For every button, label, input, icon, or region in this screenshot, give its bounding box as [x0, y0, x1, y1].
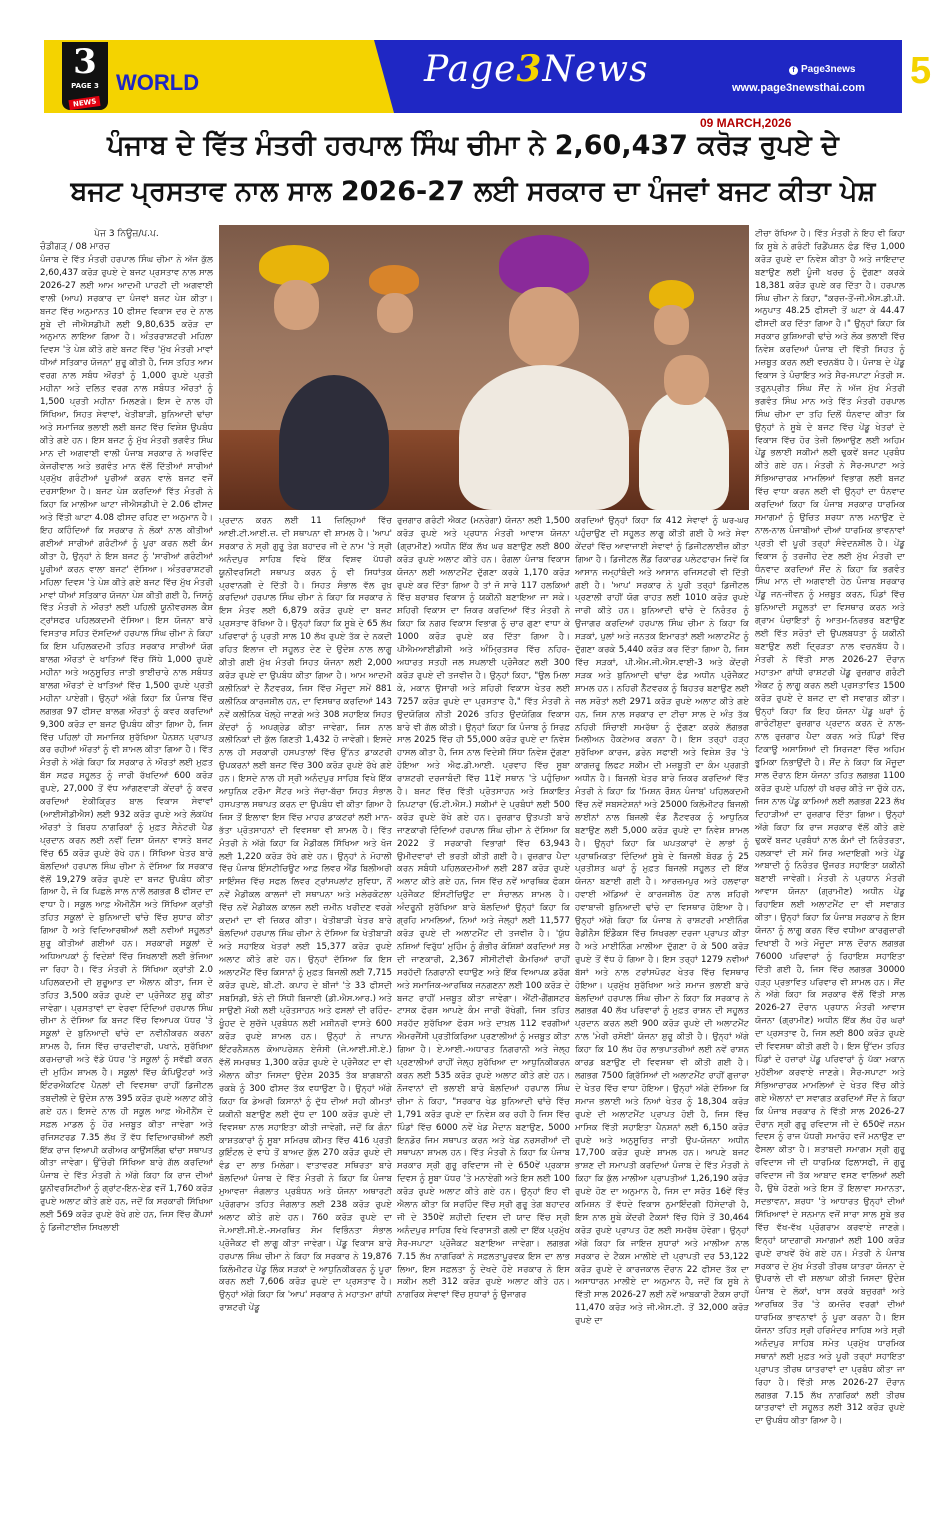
article-column-2	[219, 515, 392, 1513]
social-handle: f Page3news	[789, 64, 855, 75]
article-photo	[219, 225, 749, 510]
section-label: WORLD	[116, 70, 200, 95]
masthead	[44, 40, 932, 113]
column-text: ਰੁਜ਼ਗਾਰ ਗਰੰਟੀ ਐਕਟ (ਮਨਰੇਗਾ) ਯੋਜਨਾ ਲਈ 1,500 ਕਰੋੜ ਰੁਪਏ ਅਤੇ ਪ੍ਰਧਾਨ ਮੰਤਰੀ ਆਵਾਸ ਯੋਜਨਾ (ਗ੍ਰਾਮੀਣ) ਅਧੀਨ ਇੱਕ ਲੱਖ ਘਰ ਬਣਾਉਣ ਲਈ 800 ਕਰੋੜ ਰੁਪਏ ਅਲਾਟ ਕੀਤੇ ਹਨ। ਰੰਗਲਾ ਪੰਜਾਬ ਵਿਕਾਸ ਯੋਜਨਾ ਲਈ ਅਲਾਟਮੈਂਟ ਦੁੱਗਣਾ ਕਰਕੇ 1,170 ਕਰੋੜ ਰੁਪਏ ਕਰ ਦਿੱਤਾ ਗਿਆ ਹੈ ਤਾਂ ਜੋ ਸਾਰੇ 117 ਹਲਕਿਆਂ ਵਿੱਚ ਬਰਾਬਰ ਵਿਕਾਸ ਨੂੰ ਯਕੀਨੀ ਬਣਾਇਆ ਜਾ ਸਕੇ। ਸ਼ਹਿਰੀ ਵਿਕਾਸ ਦਾ ਜ਼ਿਕਰ ਕਰਦਿਆਂ ਵਿੱਤ ਮੰਤਰੀ ਨੇ ਕਿਹਾ ਕਿ ਨਗਰ ਵਿਕਾਸ ਵਿਭਾਗ ਨੂੰ ਚਾਰ ਗੁਣਾ ਵਾਧਾ ਕੇ 1000 ਕਰੋੜ ਰੁਪਏ ਕਰ ਦਿੱਤਾ ਗਿਆ ਹੈ। ਪੀਐਮਆਈਡੀਸੀ ਅਤੇ ਅੰਮ੍ਰਿਤਸਰ ਵਿੱਚ ਨਹਿਰ-ਅਧਾਰਤ ਸਤਹੀ ਜਲ ਸਪਲਾਈ ਪ੍ਰੋਜੈਕਟ ਲਈ 300 ਕਰੋੜ ਰੁਪਏ ਦੀ ਤਜਵੀਜ਼ ਹੈ। ਉਨ੍ਹਾਂ ਕਿਹਾ, "ਉਲ ਮਿਲਾ ਕੇ, ਮਕਾਨ ਉਸਾਰੀ ਅਤੇ ਸ਼ਹਿਰੀ ਵਿਕਾਸ ਖੇਤਰ ਲਈ 7257 ਕਰੋੜ ਰੁਪਏ ਦਾ ਪ੍ਰਸਤਾਵ ਹੈ," ਵਿੱਤ ਮੰਤਰੀ ਨੇ ਉਦਯੋਗਿਕ ਨੀਤੀ 2026 ਤਹਿਤ ਉਦਯੋਗਿਕ ਵਿਕਾਸ ਬਾਰੇ ਵੀ ਗੱਲ ਕੀਤੀ। ਉਨ੍ਹਾਂ ਕਿਹਾ ਕਿ ਪੰਜਾਬ ਨੂੰ ਸਿਰਫ਼ ਸਾਲ 2025 ਵਿੱਚ ਹੀ 55,000 ਕਰੋੜ ਰੁਪਏ ਦਾ ਨਿਵੇਸ਼ ਹਾਸਲ ਕੀਤਾ ਹੈ, ਜਿਸ ਨਾਲ ਵਿਦੇਸ਼ੀ ਸਿੱਧਾ ਨਿਵੇਸ਼ ਦੁੱਗਣਾ ਹੋਇਆ ਅਤੇ ਐਫ.ਡੀ.ਆਈ. ਪ੍ਰਵਾਹ ਵਿੱਚ ਸੂਬਾ ਰਾਸ਼ਟਰੀ ਦਰਜਾਬੰਦੀ ਵਿੱਚ 11ਵੇਂ ਸਥਾਨ 'ਤੇ ਪਹੁੰਚਿਆ ਹੈ। ਬਜਟ ਵਿੱਚ ਵਿੱਤੀ ਪ੍ਰੋਤਸਾਹਨ ਅਤੇ ਸ਼ਿਕਾਇਤ ਨਿਪਟਾਰਾ (ਓ.ਟੀ.ਐਸ.) ਸਕੀਮਾਂ ਦੇ ਪ੍ਰਬੰਧਾਂ ਲਈ 500 ਕਰੋੜ ਰੁਪਏ ਰੱਖੇ ਗਏ ਹਨ। ਰੁਜ਼ਗਾਰ ਉਤਪਤੀ ਬਾਰੇ ਜਾਣਕਾਰੀ ਦਿੰਦਿਆਂ ਹਰਪਾਲ ਸਿੰਘ ਚੀਮਾ ਨੇ ਦੱਸਿਆ ਕਿ 2022 ਤੋਂ ਸਰਕਾਰੀ ਵਿਭਾਗਾਂ ਵਿੱਚ 63,943 ਉਮੀਦਵਾਰਾਂ ਦੀ ਭਰਤੀ ਕੀਤੀ ਗਈ ਹੈ। ਰੁਜ਼ਗਾਰ ਪੈਦਾ ਕਰਨ ਸਬੰਧੀ ਪਹਿਲਕਦਮੀਆਂ ਲਈ 287 ਕਰੋੜ ਰੁਪਏ ਅਲਾਟ ਕੀਤੇ ਗਏ ਹਨ, ਜਿਸ ਵਿੱਚ ਨਵੇਂ ਆਰਥਿਕ ਫੋਕਸ ਪ੍ਰੋਜੈਕਟ ਇੰਸਟੀਚਿਊਟ ਦਾ ਸੰਚਾਲਨ ਸ਼ਾਮਲ ਹੈ। ਅੰਦਰੂਨੀ ਸੁਰੱਖਿਆ ਬਾਰੇ ਬੋਲਦਿਆਂ ਉਨ੍ਹਾਂ ਕਿਹਾ ਕਿ ਗ੍ਰਹਿ ਮਾਮਲਿਆਂ, ਨਿਆਂ ਅਤੇ ਜੇਲ੍ਹਾਂ ਲਈ 11,577 ਕਰੋੜ ਰੁਪਏ ਦੀ ਅਲਾਟਮੈਂਟ ਦੀ ਤਜਵੀਜ਼ ਹੈ। 'ਯੁੱਧ ਨਸ਼ਿਆਂ ਵਿਰੁੱਧ' ਮੁਹਿੰਮ ਨੂੰ ਗੰਭੀਰ ਕੋਸ਼ਿਸ਼ਾਂ ਕਰਦਿਆਂ ਸਭ ਦੀ ਜਾਣਕਾਰੀ, 2,367 ਸੀਸੀਟੀਵੀ ਕੈਮਰਿਆਂ ਰਾਹੀਂ ਸਰਹੱਦੀ ਨਿਗਰਾਨੀ ਵਧਾਉਣ ਅਤੇ ਇੱਕ ਵਿਆਪਕ ਡਰੱਗ ਅਤੇ ਸਮਾਜਿਕ-ਆਰਥਿਕ ਜਨਗਣਨਾ ਲਈ 100 ਕਰੋੜ ਦੇ ਬਜਟ ਰਾਹੀਂ ਮਜ਼ਬੂਤ ਕੀਤਾ ਜਾਵੇਗਾ। ਐਂਟੀ-ਗੈਂਗਸਟਰ ਟਾਸਕ ਫੋਰਸ ਆਪਣੇ ਕੰਮ ਜਾਰੀ ਰੱਖੇਗੀ, ਜਿਸ ਤਹਿਤ ਸਰਹੱਦ ਸੁਰੱਖਿਆ ਫੋਰਸ ਅਤੇ ਦਾਖ਼ਲ 112 ਵਰਗੀਆਂ ਐਮਰਜੈਂਸੀ ਪ੍ਰਤੀਕਿਰਿਆ ਪ੍ਰਣਾਲੀਆਂ ਨੂੰ ਮਜ਼ਬੂਤ ਕੀਤਾ ਗਿਆ ਹੈ। ਏ.ਆਈ.-ਅਧਾਰਤ ਨਿਗਰਾਨੀ ਅਤੇ ਜੇਲ੍ਹ ਪ੍ਰਣਾਲੀਆਂ ਰਾਹੀਂ ਜੇਲ੍ਹ ਸੁਰੱਖਿਆ ਦਾ ਆਧੁਨਿਕੀਕਰਨ ਕਰਨ ਲਈ 535 ਕਰੋੜ ਰੁਪਏ ਅਲਾਟ ਕੀਤੇ ਗਏ ਹਨ। ਨੌਜਵਾਨਾਂ ਦੀ ਭਲਾਈ ਬਾਰੇ ਬੋਲਦਿਆਂ ਹਰਪਾਲ ਸਿੰਘ ਚੀਮਾ ਨੇ ਕਿਹਾ, "ਸਰਕਾਰ ਖੇਡ ਬੁਨਿਆਦੀ ਢਾਂਚੇ ਵਿੱਚ 1,791 ਕਰੋੜ ਰੁਪਏ ਦਾ ਨਿਵੇਸ਼ ਕਰ ਰਹੀ ਹੈ ਜਿਸ ਵਿੱਚ ਪਿੰਡਾਂ ਵਿੱਚ 6000 ਨਵੇਂ ਖੇਡ ਮੈਦਾਨ ਬਣਾਉਣ, 5000 ਇਨਡੋਰ ਜਿਮ ਸਥਾਪਤ ਕਰਨ ਅਤੇ ਖੇਡ ਨਰਸਰੀਆਂ ਦੀ ਸਥਾਪਨਾ ਸ਼ਾਮਲ ਹਨ। ਵਿੱਤ ਮੰਤਰੀ ਨੇ ਕਿਹਾ ਕਿ ਪੰਜਾਬ ਸਰਕਾਰ ਸ੍ਰੀ ਗੁਰੂ ਰਵਿਦਾਸ ਜੀ ਦੇ 650ਵੇਂ ਪ੍ਰਕਾਸ਼ ਦਿਵਸ ਨੂੰ ਸੂਬਾ ਪੱਧਰ 'ਤੇ ਮਨਾਏਗੀ ਅਤੇ ਇਸ ਲਈ 100 ਕਰੋੜ ਰੁਪਏ ਅਲਾਟ ਕੀਤੇ ਗਏ ਹਨ। ਉਨ੍ਹਾਂ ਇਹ ਵੀ ਐਲਾਨ ਕੀਤਾ ਕਿ ਸਰਹਿੰਦ ਵਿੱਚ ਸ੍ਰੀ ਗੁਰੂ ਤੇਗ ਬਹਾਦਰ ਜੀ ਦੇ 350ਵੇਂ ਸ਼ਹੀਦੀ ਦਿਵਸ ਦੀ ਯਾਦ ਵਿੱਚ ਸ੍ਰੀ ਅਨੰਦਪੁਰ ਸਾਹਿਬ ਵਿਖੇ ਵਿਰਾਸਤੀ ਗਲੀ ਦਾ ਇੱਕ ਪ੍ਰਮੁੱਖ ਸੈਰ-ਸਪਾਟਾ ਪ੍ਰੋਜੈਕਟ ਬਣਾਇਆ ਜਾਵੇਗਾ। ਲਗਭਗ 7.15 ਲੱਖ ਨਾਗਰਿਕਾਂ ਨੇ ਸਫ਼ਲਤਾਪੂਰਵਕ ਇਸ ਦਾ ਲਾਭ ਲਿਆ, ਇਸ ਸਫ਼ਲਤਾ ਨੂੰ ਦੇਖਦੇ ਹੋਏ ਸਰਕਾਰ ਨੇ ਇਸ ਸਕੀਮ ਲਈ 312 ਕਰੋੜ ਰੁਪਏ ਅਲਾਟ ਕੀਤੇ ਹਨ। ਨਾਗਰਿਕ ਸੇਵਾਵਾਂ ਵਿੱਚ ਸੁਧਾਰਾਂ ਨੂੰ ਉਜਾਗਰ	[397, 516, 570, 1301]
byline-place: ਚੰਡੀਗੜ੍ / 08 ਮਾਰਚ	[40, 242, 110, 252]
column-text: ਕਰਦਿਆਂ ਉਨ੍ਹਾਂ ਕਿਹਾ ਕਿ 412 ਸੇਵਾਵਾਂ ਨੂੰ ਘਰ-ਘਰ ਪਹੁੰਚਾਉਣ ਦੀ ਸਹੂਲਤ ਲਾਗੂ ਕੀਤੀ ਗਈ ਹੈ ਅਤੇ ਸੇਵਾ ਕੇਂਦਰਾਂ ਵਿੱਚ ਆਵਾਜਾਈ ਸੇਵਾਵਾਂ ਨੂੰ ਡਿਜੀਟਲਾਈਜ਼ ਕੀਤਾ ਗਿਆ ਹੈ। ਡਿਜੀਟਲ ਲੈਂਡ ਰਿਕਾਰਡ ਪਲੇਟਫਾਰਮ ਜਿਵੇਂ ਕਿ ਆਸਾਨ ਜਮ੍ਹਾਂਬੰਦੀ ਅਤੇ ਆਸਾਨ ਰਜਿਸਟਰੀ ਵੀ ਦਿੱਤੀ ਗਈ ਹੈ। 'ਆਪ' ਸਰਕਾਰ ਨੇ ਪੂਰੀ ਤਰ੍ਹਾਂ ਡਿਜੀਟਲ ਪ੍ਰਣਾਲੀ ਰਾਹੀਂ ਯੋਗ ਰਾਹਤ ਲਈ 1010 ਕਰੋੜ ਰੁਪਏ ਜਾਰੀ ਕੀਤੇ ਹਨ। ਬੁਨਿਆਦੀ ਢਾਂਚੇ ਦੇ ਨਿਰੰਤਰ ਨੂੰ ਉਜਾਗਰ ਕਰਦਿਆਂ ਹਰਪਾਲ ਸਿੰਘ ਚੀਮਾ ਨੇ ਕਿਹਾ ਕਿ ਸੜਕਾਂ, ਪੁਲਾਂ ਅਤੇ ਜਨਤਕ ਇਮਾਰਤਾਂ ਲਈ ਅਲਾਟਮੈਂਟ ਨੂੰ ਦੁੱਗਣਾ ਕਰਕੇ 5,440 ਕਰੋੜ ਕਰ ਦਿੱਤਾ ਗਿਆ ਹੈ, ਜਿਸ ਵਿੱਚ ਸੜਕਾਂ, ਪੀ.ਐਮ.ਜੀ.ਐਸ.ਵਾਈ-3 ਅਤੇ ਕੇਂਦਰੀ ਸੜਕ ਅਤੇ ਬੁਨਿਆਦੀ ਢਾਂਚਾ ਫੰਡ ਅਧੀਨ ਪ੍ਰੋਜੈਕਟ ਸ਼ਾਮਲ ਹਨ। ਨਹਿਰੀ ਨੈੱਟਵਰਕ ਨੂੰ ਬਿਹਤਰ ਬਣਾਉਣ ਲਈ ਜਲ ਸਰੋਤਾਂ ਲਈ 2971 ਕਰੋੜ ਰੁਪਏ ਅਲਾਟ ਕੀਤੇ ਗਏ ਹਨ, ਜਿਸ ਨਾਲ ਸਰਕਾਰ ਦਾ ਟੀਚਾ ਸਾਲ ਦੇ ਅੰਤ ਤੱਕ ਨਹਿਰੀ ਸਿੰਚਾਈ ਸਮਰੱਥਾ ਨੂੰ ਦੁੱਗਣਾ ਕਰਕੇ ਲੱਗਭਗ ਮਿਲੀਅਨ ਹੈਕਟੇਅਰ ਕਰਨਾ ਹੈ। ਇਸ ਤਰ੍ਹਾਂ ਹੜ੍ਹ ਸੁਰੱਖਿਆ ਕਾਰਜ, ਡਰੇਨ ਸਫਾਈ ਅਤੇ ਵਿਸ਼ੇਸ਼ ਤੌਰ 'ਤੇ ਕਾਗਜ਼ਰੂ ਲਿਫਟ ਸਕੀਮ ਦੀ ਮਜ਼ਬੂਤੀ ਦਾ ਕੰਮ ਪ੍ਰਗਤੀ ਅਧੀਨ ਹੈ। ਬਿਜਲੀ ਖੇਤਰ ਬਾਰੇ ਜ਼ਿਕਰ ਕਰਦਿਆਂ ਵਿੱਤ ਮੰਤਰੀ ਨੇ ਕਿਹਾ ਕਿ 'ਮਿਸ਼ਨ ਰੌਸ਼ਨ ਪੰਜਾਬ' ਪਹਿਲਕਦਮੀ ਵਿੱਚ ਨਵੇਂ ਸਬਸਟੇਸ਼ਨਾਂ ਅਤੇ 25000 ਕਿਲੋਮੀਟਰ ਬਿਜਲੀ ਲਾਈਨਾਂ ਨਾਲ ਬਿਜਲੀ ਵੰਡ ਨੈੱਟਵਰਕ ਨੂੰ ਆਧੁਨਿਕ ਬਣਾਉਣ ਲਈ 5,000 ਕਰੋੜ ਰੁਪਏ ਦਾ ਨਿਵੇਸ਼ ਸ਼ਾਮਲ ਹੈ। ਉਨ੍ਹਾਂ ਕਿਹਾ ਕਿ ਘਪਤਕਾਰਾਂ ਦੇ ਲਾਭਾਂ ਨੂੰ ਪ੍ਰਾਥਮਿਕਤਾ ਦਿੰਦਿਆਂ ਸੂਬੇ ਦੇ ਬਿਜਲੀ ਬੋਰਡ ਨੂੰ 25 ਪ੍ਰਤੀਸ਼ਤ ਘਰਾਂ ਨੂੰ ਮੁਫ਼ਤ ਬਿਜਲੀ ਸਹੂਲਤ ਦੀ ਇੱਕ ਯੋਜਨਾ ਬਣਾਈ ਗਈ ਹੈ। ਆਰਜ਼ਮਪੁਰ ਅਤੇ ਹਲਵਾਰਾ ਹਵਾਈ ਅੱਡਿਆਂ ਦੇ ਕਾਰਜਸ਼ੀਲ ਹੋਣ ਨਾਲ ਸ਼ਹਿਰੀ ਹਵਾਬਾਜ਼ੀ ਬੁਨਿਆਦੀ ਢਾਂਚੇ ਦਾ ਵਿਸਥਾਰ ਹੋਇਆ ਹੈ। ਉਨ੍ਹਾਂ ਅੱਗੇ ਕਿਹਾ ਕਿ ਪੰਜਾਬ ਨੇ ਰਾਸ਼ਟਰੀ ਮਾਈਨਿੰਗ ਰੈਡੀਨੈਸ ਇੰਡੈਕਸ ਵਿੱਚ ਸਿਖਰਲਾ ਦਰਜਾ ਪ੍ਰਾਪਤ ਕੀਤਾ ਹੈ ਅਤੇ ਮਾਈਨਿੰਗ ਮਾਲੀਆ ਦੁੱਗਣਾ ਹੋ ਕੇ 500 ਕਰੋੜ ਰੁਪਏ ਤੋਂ ਵੱਧ ਹੋ ਗਿਆ ਹੈ। ਇਸ ਤਰ੍ਹਾਂ 1279 ਨਵੀਆਂ ਬੱਸਾਂ ਅਤੇ ਨਾਲ ਟਰਾਂਸਪੋਰਟ ਖੇਤਰ ਵਿੱਚ ਵਿਸਥਾਰ ਹੋਇਆ। ਪ੍ਰਮੁੱਖ ਸੁਰੱਖਿਆ ਅਤੇ ਸਮਾਜ ਭਲਾਈ ਬਾਰੇ ਬੋਲਦਿਆਂ ਹਰਪਾਲ ਸਿੰਘ ਚੀਮਾ ਨੇ ਕਿਹਾ ਕਿ ਸਰਕਾਰ ਨੇ ਲਗਭਗ 40 ਲੱਖ ਪਰਿਵਾਰਾਂ ਨੂੰ ਮੁਫ਼ਤ ਰਾਸ਼ਨ ਦੀ ਸਹੂਲਤ ਪ੍ਰਦਾਨ ਕਰਨ ਲਈ 900 ਕਰੋੜ ਰੁਪਏ ਦੀ ਅਲਾਟਮੈਂਟ ਨਾਲ 'ਮੇਰੀ ਰਸੋਈ' ਯੋਜਨਾ ਸ਼ੁਰੂ ਕੀਤੀ ਹੈ। ਉਨ੍ਹਾਂ ਅੱਗੇ ਕਿਹਾ ਕਿ 10 ਲੱਖ ਹੋਰ ਲਾਭਪਾਤਰੀਆਂ ਲਈ ਨਵੇਂ ਰਾਸ਼ਨ ਕਾਰਡ ਬਣਾਉਣ ਦੀ ਵਿਵਸਥਾ ਵੀ ਕੀਤੀ ਗਈ ਹੈ। ਲਗਭਗ 7500 ਗ੍ਰਿੱਸਿਆਂ ਦੀ ਅਲਾਟਮੈਂਟ ਰਾਹੀਂ ਗੁਜ਼ਾਰਾ ਦੇ ਖੇਤਰ ਵਿੱਚ ਵਾਧਾ ਹੋਇਆ। ਉਨ੍ਹਾਂ ਅੱਗੇ ਦੱਸਿਆ ਕਿ ਸਮਾਜ ਭਲਾਈ ਅਤੇ ਨਿਆਂ ਖੇਤਰ ਨੂੰ 18,304 ਕਰੋੜ ਰੁਪਏ ਦੀ ਅਲਾਟਮੈਂਟ ਪ੍ਰਾਪਤ ਹੋਈ ਹੈ, ਜਿਸ ਵਿੱਚ ਮਾਸਿਕ ਵਿੱਤੀ ਸਹਾਇਤਾ ਪੈਨਸ਼ਨਾਂ ਲਈ 6,150 ਕਰੋੜ ਰੁਪਏ ਅਤੇ ਅਨੁਸੂਚਿਤ ਜਾਤੀ ਉਪ-ਯੋਜਨਾ ਅਧੀਨ 17,700 ਕਰੋੜ ਰੁਪਏ ਸ਼ਾਮਲ ਹਨ। ਆਪਣੇ ਬਜਟ ਭਾਸ਼ਣ ਦੀ ਸਮਾਪਤੀ ਕਰਦਿਆਂ ਪੰਜਾਬ ਦੇ ਵਿੱਤ ਮੰਤਰੀ ਨੇ ਕਿਹਾ ਕਿ ਕੁੱਲ ਮਾਲੀਆ ਪ੍ਰਾਪਤੀਆਂ 1,26,190 ਕਰੋੜ ਰੁਪਏ ਹੋਣ ਦਾ ਅਨੁਮਾਨ ਹੈ, ਜਿਸ ਦਾ ਸਰੋਤ 16ਵੇਂ ਵਿੱਤ ਕਮਿਸ਼ਨ ਤੋਂ ਵੱਧਦੇ ਵਿਕਾਸ ਨੁਮਾਇੰਦਗੀ ਹਿੱਸੇਦਾਰੀ ਹੈ, ਇਸ ਨਾਲ ਸੂਬੇ ਕੇਂਦਰੀ ਟੈਕਸਾਂ ਵਿੱਚ ਹਿੱਸੇ ਤੋਂ 30,464 ਕਰੋੜ ਰੁਪਏ ਪ੍ਰਾਪਤ ਹੋਣ ਲਈ ਸਮਰੱਥ ਹੋਵੇਗਾ। ਉਨ੍ਹਾਂ ਅੱਗੇ ਕਿਹਾ ਕਿ ਜਾਇਜ਼ ਸੁਧਾਰਾਂ ਅਤੇ ਮਾਲੀਆ ਨਾਲ ਸਰਕਾਰ ਦੇ ਟੈਕਸ ਮਾਲੀਏ ਦੀ ਪ੍ਰਾਪਤੀ ਦਰ 53,122 ਕਰੋੜ ਰੁਪਏ ਦੇ ਕਾਰਜਕਾਲ ਦੌਰਾਨ 22 ਫੀਸਦ ਤੱਕ ਦਾ ਅਸਾਧਾਰਨ ਮਾਲੀਏ ਦਾ ਅਨੁਮਾਨ ਹੈ, ਜਦੋਂ ਕਿ ਸੂਬੇ ਨੇ ਵਿੱਤੀ ਸਾਲ 2026-27 ਲਈ ਨਵੇਂ ਆਬਕਾਰੀ ਟੈਕਸ ਰਾਹੀਂ 11,470 ਕਰੋੜ ਅਤੇ ਜੀ.ਐਸ.ਟੀ. ਤੋਂ 32,000 ਕਰੋੜ ਰੁਪਏ ਦਾ	[575, 516, 749, 1327]
brand-title: Page3News	[424, 48, 649, 90]
article-column-3	[397, 515, 570, 1513]
column-text: ਪ੍ਰਦਾਨ ਕਰਨ ਲਈ 11 ਜ਼ਿਲ੍ਹਿਆਂ ਵਿੱਚ ਆਈ.ਟੀ.ਆਈ.ਜ਼. ਦੀ ਸਥਾਪਨਾ ਵੀ ਸ਼ਾਮਲ ਹੈ। 'ਆਪ' ਸਰਕਾਰ ਨੇ ਸ੍ਰੀ ਗੁਰੂ ਤੇਗ ਬਹਾਦਰ ਜੀ ਦੇ ਨਾਮ 'ਤੇ ਸ੍ਰੀ ਅਨੰਦਪੁਰ ਸਾਹਿਬ ਵਿਖੇ ਇੱਕ ਵਿਸ਼ਵ ਪੱਧਰੀ ਯੂਨੀਵਰਸਿਟੀ ਸਥਾਪਤ ਕਰਨ ਨੂੰ ਵੀ ਸਿਧਾਂਤਕ ਪ੍ਰਵਾਨਗੀ ਦੇ ਦਿੱਤੀ ਹੈ। ਸਿਹਤ ਸੰਭਾਲ ਵੱਲ ਰੁਖ਼ ਕਰਦਿਆਂ ਹਰਪਾਲ ਸਿੰਘ ਚੀਮਾ ਨੇ ਕਿਹਾ ਕਿ ਸਰਕਾਰ ਨੇ ਇਸ ਮੰਤਵ ਲਈ 6,879 ਕਰੋੜ ਰੁਪਏ ਦਾ ਬਜਟ ਪ੍ਰਸਤਾਵ ਰੱਖਿਆ ਹੈ। ਉਨ੍ਹਾਂ ਕਿਹਾ ਕਿ ਸੂਬੇ ਦੇ 65 ਲੱਖ ਪਰਿਵਾਰਾਂ ਨੂੰ ਪ੍ਰਤੀ ਸਾਲ 10 ਲੱਖ ਰੁਪਏ ਤੱਕ ਦੇ ਨਕਦੀ ਰਹਿਤ ਇਲਾਜ ਦੀ ਸਹੂਲਤ ਦੇਣ ਦੇ ਉਦੇਸ਼ ਨਾਲ ਲਾਗੂ ਕੀਤੀ ਗਈ ਮੁੱਖ ਮੰਤਰੀ ਸਿਹਤ ਯੋਜਨਾ ਲਈ 2,000 ਕਰੋੜ ਰੁਪਏ ਦਾ ਉਪਬੰਧ ਕੀਤਾ ਗਿਆ ਹੈ। ਆਮ ਆਦਮੀ ਕਲੀਨਿਕਾਂ ਦੇ ਨੈੱਟਵਰਕ, ਜਿਸ ਵਿੱਚ ਮੌਜੂਦਾ ਸਮੇਂ 881 ਕਲੀਨਿਕ ਕਾਰਜਸ਼ੀਲ ਹਨ, ਦਾ ਵਿਸਥਾਰ ਕਰਦਿਆਂ 143 ਨਵੇਂ ਕਲੀਨਿਕ ਖੋਲ੍ਹੇ ਜਾਣਗੇ ਅਤੇ 308 ਸਹਾਇਕ ਸਿਹਤ ਕੇਂਦਰਾਂ ਨੂੰ ਅਪਗ੍ਰੇਡ ਕੀਤਾ ਜਾਵੇਗਾ, ਜਿਸ ਨਾਲ ਕਲੀਨਿਕਾਂ ਦੀ ਕੁੱਲ ਗਿਣਤੀ 1,432 ਹੋ ਜਾਵੇਗੀ। ਇਸਦੇ ਨਾਲ ਹੀ ਸਰਕਾਰੀ ਹਸਪਤਾਲਾਂ ਵਿੱਚ ਉੱਨਤ ਡਾਕਟਰੀ ਉਪਕਰਨਾਂ ਲਈ ਬਜਟ ਵਿੱਚ 300 ਕਰੋੜ ਰੁਪਏ ਰੱਖੇ ਗਏ ਹਨ। ਇਸਦੇ ਨਾਲ ਹੀ ਸ੍ਰੀ ਅਨੰਦਪੁਰ ਸਾਹਿਬ ਵਿਖੇ ਇੱਕ ਆਧੁਨਿਕ ਟਰੌਮਾ ਸੈਂਟਰ ਅਤੇ ਜੱਚਾ-ਬੱਚਾ ਸਿਹਤ ਸੰਭਾਲ ਹਸਪਤਾਲ ਸਥਾਪਤ ਕਰਨ ਦਾ ਉਪਬੰਧ ਵੀ ਕੀਤਾ ਗਿਆ ਹੈ ਜਿਸ ਤੋਂ ਇਲਾਵਾ ਇਸ ਵਿੱਚ ਮਾਹਰ ਡਾਕਟਰਾਂ ਲਈ ਮਾਨ-ਭੱਤਾ ਪ੍ਰੋਤਸਾਹਨਾਂ ਦੀ ਵਿਵਸਥਾ ਵੀ ਸ਼ਾਮਲ ਹੈ। ਵਿੱਤ ਮੰਤਰੀ ਨੇ ਅੱਗੇ ਕਿਹਾ ਕਿ ਮੈਡੀਕਲ ਸਿੱਖਿਆ ਅਤੇ ਖੋਜ ਲਈ 1,220 ਕਰੋੜ ਰੱਖੇ ਗਏ ਹਨ। ਉਨ੍ਹਾਂ ਨੇ ਮੋਹਾਲੀ ਵਿੱਚ ਪੰਜਾਬ ਇੰਸਟੀਚਿਊਟ ਆਫ਼ ਲਿਵਰ ਐਂਡ ਬਿਲੀਅਰੀ ਸਾਇੰਸਜ਼ ਵਿੱਚ ਸਫਲ ਲਿਵਰ ਟ੍ਰਾਂਸਪਲਾਂਟ ਸੁਵਿਧਾ, ਨੌਂ ਨਵੇਂ ਮੈਡੀਕਲ ਕਾਲਜਾਂ ਦੀ ਸਥਾਪਨਾ ਅਤੇ ਮਲੇਰਕੋਟਲਾ ਵਿੱਚ ਨਵੇਂ ਮੈਡੀਕਲ ਕਾਲਜ ਲਈ ਜ਼ਮੀਨ ਖਰੀਦਣ ਵਰਗੇ ਕਦਮਾਂ ਦਾ ਵੀ ਜ਼ਿਕਰ ਕੀਤਾ। ਖੇਤੀਬਾੜੀ ਖੇਤਰ ਬਾਰੇ ਬੋਲਦਿਆਂ ਹਰਪਾਲ ਸਿੰਘ ਚੀਮਾ ਨੇ ਦੱਸਿਆ ਕਿ ਖੇਤੀਬਾੜੀ ਅਤੇ ਸਹਾਇਕ ਖੇਤਰਾਂ ਲਈ 15,377 ਕਰੋੜ ਰੁਪਏ ਅਲਾਟ ਕੀਤੇ ਗਏ ਹਨ। ਉਨ੍ਹਾਂ ਦੱਸਿਆ ਕਿ ਇਸ ਅਲਾਟਮੈਂਟ ਵਿੱਚ ਕਿਸਾਨਾਂ ਨੂੰ ਮੁਫ਼ਤ ਬਿਜਲੀ ਲਈ 7,715 ਕਰੋੜ ਰੁਪਏ, ਬੀ.ਟੀ. ਕਪਾਹ ਦੇ ਬੀਜਾਂ 'ਤੇ 33 ਫੀਸਦੀ ਸਬਸਿਡੀ, ਝੋਨੇ ਦੀ ਸਿੱਧੀ ਬਿਜਾਈ (ਡੀ.ਐਸ.ਆਰ.) ਅਤੇ ਸਾਉਣੀ ਮੱਕੀ ਲਈ ਪ੍ਰੋਤਸਾਹਨ ਅਤੇ ਫਸਲਾਂ ਦੀ ਰਹਿੰਦ-ਖੂੰਹਦ ਦੇ ਸੁਚੱਜੇ ਪ੍ਰਬੰਧਨ ਲਈ ਮਸ਼ੀਨਰੀ ਵਾਸਤੇ 600 ਕਰੋੜ ਰੁਪਏ ਸ਼ਾਮਲ ਹਨ। ਉਨ੍ਹਾਂ ਨੇ ਜਾਪਾਨ ਇੰਟਰਨੈਸ਼ਨਲ ਕੋਆਪਰੇਸ਼ਨ ਏਜੰਸੀ (ਜੇ.ਆਈ.ਸੀ.ਏ.) ਵੱਲੋਂ ਸਮਰਥਤ 1,300 ਕਰੋੜ ਰੁਪਏ ਦੇ ਪ੍ਰੋਜੈਕਟ ਦਾ ਵੀ ਐਲਾਨ ਕੀਤਾ ਜਿਸਦਾ ਉਦੇਸ਼ 2035 ਤੱਕ ਬਾਗਬਾਨੀ ਰਕਬੇ ਨੂੰ 300 ਫੀਸਦ ਤੱਕ ਵਧਾਉਣਾ ਹੈ। ਉਨ੍ਹਾਂ ਅੱਗੇ ਕਿਹਾ ਕਿ ਡੇਅਰੀ ਕਿਸਾਨਾਂ ਨੂੰ ਦੁੱਧ ਦੀਆਂ ਸਹੀ ਕੀਮਤਾਂ ਯਕੀਨੀ ਬਣਾਉਣ ਲਈ ਦੁੱਧ ਦਾ 100 ਕਰੋੜ ਰੁਪਏ ਦੀ ਵਿਵਸਥਾ ਨਾਲ ਸਹਾਇਤਾ ਕੀਤੀ ਜਾਵੇਗੀ, ਜਦੋਂ ਕਿ ਗੰਨਾ ਕਾਸ਼ਤਕਾਰਾਂ ਨੂੰ ਸੂਬਾ ਸਮਿਰਥ ਕੀਮਤ ਵਿੱਚ 416 ਪ੍ਰਤੀ ਕੁਇੰਟਲ ਦੇ ਵਾਧੇ ਤੋਂ ਬਾਅਦ ਕੁੱਲ 270 ਕਰੋੜ ਰੁਪਏ ਦੀ ਵੰਡ ਦਾ ਲਾਭ ਮਿਲੇਗਾ। ਵਾਤਾਵਰਣ ਸਥਿਰਤਾ ਬਾਰੇ ਬੋਲਦਿਆਂ ਪੰਜਾਬ ਦੇ ਵਿੱਤ ਮੰਤਰੀ ਨੇ ਕਿਹਾ ਕਿ ਪੰਜਾਬ ਮੁਆਵਜ਼ਾ ਜੰਗਲਾਤ ਪ੍ਰਬੰਧਨ ਅਤੇ ਯੋਜਨਾ ਅਥਾਰਟੀ ਪ੍ਰੋਗਰਾਮ ਤਹਿਤ ਜੰਗਲਾਤ ਲਈ 238 ਕਰੋੜ ਰੁਪਏ ਅਲਾਟ ਕੀਤੇ ਗਏ ਹਨ। 760 ਕਰੋੜ ਰੁਪਏ ਦਾ ਜੇ.ਆਈ.ਸੀ.ਏ.-ਸਮਰਥਿਤ ਸੋਮ ਵਿਭਿੰਨਤਾ ਸੰਭਾਲ ਪ੍ਰੋਜੈਕਟ ਵੀ ਲਾਗੂ ਕੀਤਾ ਜਾਵੇਗਾ। ਪੇਂਡੂ ਵਿਕਾਸ ਬਾਰੇ ਹਰਪਾਲ ਸਿੰਘ ਚੀਮਾ ਨੇ ਕਿਹਾ ਕਿ ਸਰਕਾਰ ਨੇ 19,876 ਕਿਲੋਮੀਟਰ ਪੇਂਡੂ ਲਿੰਕ ਸੜਕਾਂ ਦੇ ਆਧੁਨਿਕੀਕਰਨ ਨੂੰ ਪੂਰਾ ਕਰਨ ਲਈ 7,606 ਕਰੋੜ ਰੁਪਏ ਦਾ ਪ੍ਰਸਤਾਵ ਹੈ। ਉਨ੍ਹਾਂ ਅੱਗੇ ਕਿਹਾ ਕਿ 'ਆਪ' ਸਰਕਾਰ ਨੇ ਮਹਾਤਮਾ ਗਾਂਧੀ ਰਾਸ਼ਟਰੀ ਪੇਂਡੂ	[219, 516, 392, 1314]
article-column-1	[40, 228, 213, 1513]
headline-line-2: ਬਜਟ ਪ੍ਰਸਤਾਵ ਨਾਲ ਸਾਲ 2026-27 ਲਈ ਸਰਕਾਰ ਦਾ ਪੰਜਵਾਂ ਬਜਟ ਕੀਤਾ ਪੇਸ਼	[70, 176, 876, 207]
website-url: www.page3newsthai.com	[732, 82, 865, 94]
article-column-5	[755, 228, 905, 1513]
issue-date: 09 MARCH,2026	[700, 116, 792, 130]
page-number: 5	[910, 50, 932, 92]
article-column-4	[575, 515, 749, 1513]
column-text: ਪੰਜਾਬ ਦੇ ਵਿੱਤ ਮੰਤਰੀ ਹਰਪਾਲ ਸਿੰਘ ਚੀਮਾ ਨੇ ਅੱਜ ਕੁੱਲ 2,60,437 ਕਰੋੜ ਰੁਪਏ ਦੇ ਬਜਟ ਪ੍ਰਸਤਾਵ ਨਾਲ ਸਾਲ 2026-27 ਲਈ ਆਮ ਆਦਮੀ ਪਾਰਟੀ ਦੀ ਅਗਵਾਈ ਵਾਲੀ (ਆਪ) ਸਰਕਾਰ ਦਾ ਪੰਜਵਾਂ ਬਜਟ ਪੇਸ਼ ਕੀਤਾ। ਬਜਟ ਵਿੱਚ ਅਨੁਮਾਨਤ 10 ਫੀਸਦ ਵਿਕਾਸ ਦਰ ਦੇ ਨਾਲ ਸੂਬੇ ਦੀ ਜੀਐਸਡੀਪੀ ਲਈ 9,80,635 ਕਰੋੜ ਦਾ ਅਨੁਮਾਨ ਲਾਇਆ ਗਿਆ ਹੈ। ਅੰਤਰਰਾਸ਼ਟਰੀ ਮਹਿਲਾ ਦਿਵਸ 'ਤੇ ਪੇਸ਼ ਕੀਤੇ ਗਏ ਬਜਟ ਵਿੱਚ 'ਮੁੱਖ ਮੰਤਰੀ ਮਾਵਾਂ ਧੀਆਂ ਸਤਿਕਾਰ ਯੋਜਨਾ' ਸ਼ੁਰੂ ਕੀਤੀ ਹੈ, ਜਿਸ ਤਹਿਤ ਆਮ ਵਰਗ ਨਾਲ ਸਬੰਧ ਔਰਤਾਂ ਨੂੰ 1,000 ਰੁਪਏ ਪ੍ਰਤੀ ਮਹੀਨਾ ਅਤੇ ਦਲਿਤ ਵਰਗ ਨਾਲ ਸਬੰਧਤ ਔਰਤਾਂ ਨੂੰ 1,500 ਪ੍ਰਤੀ ਮਹੀਨਾ ਮਿਲਣਗੇ। ਇਸ ਦੇ ਨਾਲ ਹੀ ਸਿੱਖਿਆ, ਸਿਹਤ ਸੇਵਾਵਾਂ, ਖੇਤੀਬਾੜੀ, ਬੁਨਿਆਦੀ ਢਾਂਚਾ ਅਤੇ ਸਮਾਜਿਕ ਭਲਾਈ ਲਈ ਬਜਟ ਵਿੱਚ ਵਿਸ਼ੇਸ਼ ਉਪਬੰਧ ਕੀਤੇ ਗਏ ਹਨ। ਇਸ ਬਜਟ ਨੂੰ ਮੁੱਖ ਮੰਤਰੀ ਭਗਵੰਤ ਸਿੰਘ ਮਾਨ ਦੀ ਅਗਵਾਈ ਵਾਲੀ ਪੰਜਾਬ ਸਰਕਾਰ ਨੇ ਅਰਵਿੰਦ ਕੇਜਰੀਵਾਲ ਅਤੇ ਭਗਵੰਤ ਮਾਨ ਵੱਲੋਂ ਦਿੱਤੀਆਂ ਸਾਰੀਆਂ ਪ੍ਰਮੁੱਖ ਗਰੰਟੀਆਂ ਪੂਰੀਆਂ ਕਰਨ ਵਾਲੇ ਬਜਟ ਵਜੋਂ ਦਰਸਾਇਆ ਹੈ। ਬਜਟ ਪੇਸ਼ ਕਰਦਿਆਂ ਵਿੱਤ ਮੰਤਰੀ ਨੇ ਕਿਹਾ ਕਿ ਮਾਲੀਆ ਘਾਟਾ ਜੀਐਸਡੀਪੀ ਦੇ 2.06 ਫੀਸਦ ਅਤੇ ਵਿੱਤੀ ਘਾਟਾ 4.08 ਫੀਸਦ ਰਹਿਣ ਦਾ ਅਨੁਮਾਨ ਹੈ। ਇਹ ਕਹਿੰਦਿਆਂ ਕਿ ਸਰਕਾਰ ਨੇ ਲੋਕਾਂ ਨਾਲ ਕੀਤੀਆਂ ਗਈਆਂ ਸਾਰੀਆਂ ਗਰੰਟੀਆਂ ਨੂੰ ਪੂਰਾ ਕਰਨ ਲਈ ਕੰਮ ਕੀਤਾ ਹੈ, ਉਨ੍ਹਾਂ ਨੇ ਇਸ ਬਜਟ ਨੂੰ 'ਸਾਰੀਆਂ ਗਰੰਟੀਆਂ ਪੂਰੀਆਂ ਕਰਨ ਵਾਲਾ ਬਜਟ' ਦੱਸਿਆ। ਅੰਤਰਰਾਸ਼ਟਰੀ ਮਹਿਲਾ ਦਿਵਸ 'ਤੇ ਪੇਸ਼ ਕੀਤੇ ਗਏ ਬਜਟ ਵਿੱਚ ਮੁੱਖ ਮੰਤਰੀ ਮਾਵਾਂ ਧੀਆਂ ਸਤਿਕਾਰ ਯੋਜਨਾ ਪੇਸ਼ ਕੀਤੀ ਗਈ ਹੈ, ਜਿਸਨੂੰ ਵਿੱਤ ਮੰਤਰੀ ਨੇ ਔਰਤਾਂ ਲਈ ਪਹਿਲੀ ਯੂਨੀਵਰਸਲ ਕੈਸ਼ ਟ੍ਰਾਂਸਫਰ ਪਹਿਲਕਦਮੀ ਦੱਸਿਆ। ਇਸ ਯੋਜਨਾ ਬਾਰੇ ਵਿਸਤਾਰ ਸਹਿਤ ਦੱਸਦਿਆਂ ਹਰਪਾਲ ਸਿੰਘ ਚੀਮਾ ਨੇ ਕਿਹਾ ਕਿ ਇਸ ਪਹਿਲਕਦਮੀ ਤਹਿਤ ਸਰਕਾਰ ਸਾਰੀਆਂ ਯੋਗ ਬਾਲਗ ਔਰਤਾਂ ਦੇ ਖਾਤਿਆਂ ਵਿੱਚ ਸਿੱਧੇ 1,000 ਰੁਪਏ ਮਹੀਨਾ ਅਤੇ ਅਨੁਸੂਚਿਤ ਜਾਤੀ ਭਾਈਚਾਰੇ ਨਾਲ ਸਬੰਧਤ ਬਾਲਗ ਔਰਤਾਂ ਦੇ ਖਾਤਿਆਂ ਵਿੱਚ 1,500 ਰੁਪਏ ਪ੍ਰਤੀ ਮਹੀਨਾ ਪਾਏਗੀ। ਉਨ੍ਹਾਂ ਅੱਗੇ ਕਿਹਾ ਕਿ ਪੰਜਾਬ ਵਿੱਚ ਲਗਭਗ 97 ਫੀਸਦ ਬਾਲਗ ਔਰਤਾਂ ਨੂੰ ਕਵਰ ਕਰਦਿਆਂ 9,300 ਕਰੋੜ ਦਾ ਬਜਟ ਉਪਬੰਧ ਕੀਤਾ ਗਿਆ ਹੈ, ਜਿਸ ਵਿੱਚ ਪਹਿਲਾਂ ਹੀ ਸਮਾਜਿਕ ਸੁਰੱਖਿਆ ਪੈਨਸ਼ਨ ਪ੍ਰਾਪਤ ਕਰ ਰਹੀਆਂ ਔਰਤਾਂ ਨੂੰ ਵੀ ਸ਼ਾਮਲ ਕੀਤਾ ਗਿਆ ਹੈ। ਵਿੱਤ ਮੰਤਰੀ ਨੇ ਅੱਗੇ ਕਿਹਾ ਕਿ ਸਰਕਾਰ ਨੇ ਔਰਤਾਂ ਲਈ ਮੁਫ਼ਤ ਬੱਸ ਸਫ਼ਰ ਸਹੂਲਤ ਨੂੰ ਜਾਰੀ ਰੱਖਦਿਆਂ 600 ਕਰੋੜ ਰੁਪਏ, 27,000 ਤੋਂ ਵੱਧ ਆਂਗਣਵਾੜੀ ਕੇਂਦਰਾਂ ਨੂੰ ਕਵਰ ਕਰਦਿਆਂ ਏਕੀਕ੍ਰਿਤ ਬਾਲ ਵਿਕਾਸ ਸੇਵਾਵਾਂ (ਆਈਸੀਡੀਐਸ) ਲਈ 932 ਕਰੋੜ ਰੁਪਏ ਅਤੇ ਲੋਕਪੱਖ ਔਰਤਾਂ ਤੇ ਬਿਰਧ ਨਾਗਰਿਕਾਂ ਨੂੰ ਮੁਫ਼ਤ ਸੈਨੇਟਰੀ ਪੈਡ ਪ੍ਰਦਾਨ ਕਰਨ ਲਈ ਨਵੀਂ ਦਿਸ਼ਾ ਯੋਜਨਾ ਵਾਸਤੇ ਬਜਟ ਵਿੱਚ 65 ਕਰੋੜ ਰੁਪਏ ਰੱਖੇ ਹਨ। ਸਿੱਖਿਆ ਖੇਤਰ ਬਾਰੇ ਬੋਲਦਿਆਂ ਹਰਪਾਲ ਸਿੰਘ ਚੀਮਾ ਨੇ ਦੱਸਿਆ ਕਿ ਸਰਕਾਰ ਵੱਲੋਂ 19,279 ਕਰੋੜ ਰੁਪਏ ਦਾ ਬਜਟ ਉਪਬੰਧ ਕੀਤਾ ਗਿਆ ਹੈ, ਜੋ ਕਿ ਪਿਛਲੇ ਸਾਲ ਨਾਲੋਂ ਲਗਭਗ 8 ਫੀਸਦ ਦਾ ਵਾਧਾ ਹੈ। ਸਕੂਲ ਆਫ਼ ਐਮੀਨੈਂਸ ਅਤੇ ਸਿੱਖਿਆ ਕ੍ਰਾਂਤੀ ਤਹਿਤ ਸਕੂਲਾਂ ਦੇ ਬੁਨਿਆਦੀ ਢਾਂਚੇ ਵਿੱਚ ਸੁਧਾਰ ਕੀਤਾ ਗਿਆ ਹੈ ਅਤੇ ਵਿਦਿਆਰਥੀਆਂ ਲਈ ਨਵੀਆਂ ਸਹੂਲਤਾਂ ਸ਼ੁਰੂ ਕੀਤੀਆਂ ਗਈਆਂ ਹਨ। ਸਰਕਾਰੀ ਸਕੂਲਾਂ ਦੇ ਅਧਿਆਪਕਾਂ ਨੂੰ ਵਿਦੇਸ਼ਾਂ ਵਿੱਚ ਸਿਖਲਾਈ ਲਈ ਭੇਜਿਆ ਜਾ ਰਿਹਾ ਹੈ। ਵਿੱਤ ਮੰਤਰੀ ਨੇ ਸਿੱਖਿਆ ਕ੍ਰਾਂਤੀ 2.0 ਪਹਿਲਕਦਮੀ ਦੀ ਸ਼ੁਰੂਆਤ ਦਾ ਐਲਾਨ ਕੀਤਾ, ਜਿਸ ਦੇ ਤਹਿਤ 3,500 ਕਰੋੜ ਰੁਪਏ ਦਾ ਪ੍ਰੋਜੈਕਟ ਸ਼ੁਰੂ ਕੀਤਾ ਜਾਵੇਗਾ। ਪ੍ਰਸਤਾਵਾਂ ਦਾ ਵੇਰਵਾ ਦਿੰਦਿਆਂ ਹਰਪਾਲ ਸਿੰਘ ਚੀਮਾ ਨੇ ਦੱਸਿਆ ਕਿ ਬਜਟ ਵਿੱਚ ਵਿਆਪਕ ਪੱਧਰ 'ਤੇ ਸਕੂਲਾਂ ਦੇ ਬੁਨਿਆਦੀ ਢਾਂਚੇ ਦਾ ਨਵੀਨੀਕਰਨ ਕਰਨਾ ਸ਼ਾਮਲ ਹੈ, ਜਿਸ ਵਿੱਚ ਚਾਰਦੀਵਾਰੀ, ਪਖਾਨੇ, ਸੁਰੱਖਿਆ ਕਰਮਚਾਰੀ ਅਤੇ ਵੱਡੇ ਪੱਧਰ 'ਤੇ ਸਕੂਲਾਂ ਨੂੰ ਸਵੱਛੀ ਕਰਨ ਦੀ ਮੁਹਿੰਮ ਸ਼ਾਮਲ ਹੈ। ਸਕੂਲਾਂ ਵਿੱਚ ਕੰਪਿਊਟਰਾਂ ਅਤੇ ਇੰਟਰਐਕਟਿਵ ਪੈਨਲਾਂ ਦੀ ਵਿਵਸਥਾ ਰਾਹੀਂ ਡਿਜੀਟਲ ਤਬਦੀਲੀ ਦੇ ਉਦੇਸ਼ ਨਾਲ 395 ਕਰੋੜ ਰੁਪਏ ਅਲਾਟ ਕੀਤੇ ਗਏ ਹਨ। ਇਸਦੇ ਨਾਲ ਹੀ ਸਕੂਲ ਆਫ਼ ਐਮੀਨੈਂਸ ਦੇ ਸਫ਼ਲ ਮਾਡਲ ਨੂੰ ਹੋਰ ਮਜ਼ਬੂਤ ਕੀਤਾ ਜਾਵੇਗਾ ਅਤੇ ਰਜਿਸਟਰਡ 7.35 ਲੱਖ ਤੋਂ ਵੱਧ ਵਿਦਿਆਰਥੀਆਂ ਲਈ ਇੱਕ ਰਾਜ ਵਿਆਪੀ ਕਰੀਅਰ ਕਾਉਂਸਲਿੰਗ ਢਾਂਚਾ ਸਥਾਪਤ ਕੀਤਾ ਜਾਵੇਗਾ। ਉੱਚੇਰੀ ਸਿੱਖਿਆ ਬਾਰੇ ਗੱਲ ਕਰਦਿਆਂ ਪੰਜਾਬ ਦੇ ਵਿੱਤ ਮੰਤਰੀ ਨੇ ਅੱਗੇ ਕਿਹਾ ਕਿ ਰਾਜ ਦੀਆਂ ਯੂਨੀਵਰਸਿਟੀਆਂ ਨੂੰ ਗ੍ਰਾਂਟ-ਇਨ-ਏਡ ਵਜੋਂ 1,760 ਕਰੋੜ ਰੁਪਏ ਅਲਾਟ ਕੀਤੇ ਗਏ ਹਨ, ਜਦੋਂ ਕਿ ਸਰਕਾਰੀ ਸਿੱਖਿਆ ਲਈ 569 ਕਰੋੜ ਰੁਪਏ ਰੱਖੇ ਗਏ ਹਨ, ਜਿਸ ਵਿੱਚ ਕੈਂਪਸਾਂ ਨੂੰ ਡਿਜੀਟਾਈਜ਼ ਸਿਖਲਾਈ	[40, 255, 213, 1233]
page3-logo: 3 PAGE 3 NEWS	[62, 42, 108, 110]
byline-agency: ਪੇਜ 3 ਨਿਊਜ਼/ਪ.ਪ.	[94, 229, 159, 239]
facebook-icon: f	[789, 66, 798, 75]
headline-line-1: ਪੰਜਾਬ ਦੇ ਵਿੱਤ ਮੰਤਰੀ ਹਰਪਾਲ ਸਿੰਘ ਚੀਮਾ ਨੇ 2,60,437 ਕਰੋੜ ਰੁਪਏ ਦੇ	[107, 130, 839, 161]
column-text: ਟੀਚਾ ਰੱਖਿਆ ਹੈ। ਵਿੱਤ ਮੰਤਰੀ ਨੇ ਇਹ ਵੀ ਕਿਹਾ ਕਿ ਸੂਬੇ ਨੇ ਗਰੰਟੀ ਰਿਡੈਂਪਸ਼ਨ ਫੰਡ ਵਿੱਚ 1,000 ਕਰੋੜ ਰੁਪਏ ਦਾ ਨਿਵੇਸ਼ ਕੀਤਾ ਹੈ ਅਤੇ ਜਾਇਦਾਦ ਬਣਾਉਣ ਲਈ ਪੂੰਜੀ ਖਰਚ ਨੂੰ ਦੁੱਗਣਾ ਕਰਕੇ 18,381 ਕਰੋੜ ਰੁਪਏ ਕਰ ਦਿੱਤਾ ਹੈ। ਹਰਪਾਲ ਸਿੰਘ ਚੀਮਾ ਨੇ ਕਿਹਾ, "ਕਰਜ਼-ਤੋਂ-ਜੀ.ਐਸ.ਡੀ.ਪੀ. ਅਨੁਪਾਤ 48.25 ਫੀਸਦੀ ਤੋਂ ਘਟਾ ਕੇ 44.47 ਫੀਸਦੀ ਕਰ ਦਿੱਤਾ ਗਿਆ ਹੈ।" ਉਨ੍ਹਾਂ ਕਿਹਾ ਕਿ ਸਰਕਾਰ ਕੁਸ਼ਿਆਰੀ ਢਾਂਚੇ ਅਤੇ ਲੋਕ ਭਲਾਈ ਵਿੱਚ ਨਿਵੇਸ਼ ਕਰਦਿਆਂ ਪੰਜਾਬ ਦੀ ਵਿੱਤੀ ਸਿਹਤ ਨੂੰ ਮਜ਼ਬੂਤ ਕਰਨ ਲਈ ਵਚਨਬੱਧ ਹੈ। ਪੰਜਾਬ ਦੇ ਪੇਂਡੂ ਵਿਕਾਸ ਤੇ ਪੰਚਾਇਤ ਅਤੇ ਸੈਰ-ਸਪਾਟਾ ਮੰਤਰੀ ਸ. ਤਰੁਨਪ੍ਰੀਤ ਸਿੰਘ ਸੌਂਦ ਨੇ ਅੱਜ ਮੁੱਖ ਮੰਤਰੀ ਭਗਵੰਤ ਸਿੰਘ ਮਾਨ ਅਤੇ ਵਿੱਤ ਮੰਤਰੀ ਹਰਪਾਲ ਸਿੰਘ ਚੀਮਾ ਦਾ ਤਹਿ ਦਿਲੋਂ ਧੰਨਵਾਦ ਕੀਤਾ ਕਿ ਉਨ੍ਹਾਂ ਨੇ ਸੂਬੇ ਦੇ ਬਜਟ ਵਿੱਚ ਪੇਂਡੂ ਖੇਤਰਾਂ ਦੇ ਵਿਕਾਸ ਵਿੱਚ ਹੋਰ ਤੇਜ਼ੀ ਲਿਆਉਣ ਲਈ ਅਹਿਮ ਪੇਂਡੂ ਭਲਾਈ ਸਕੀਮਾਂ ਲਈ ਢੁਕਵੇਂ ਬਜਟ ਪ੍ਰਬੰਧ ਕੀਤੇ ਗਏ ਹਨ। ਮੰਤਰੀ ਨੇ ਸੈਰ-ਸਪਾਟਾ ਅਤੇ ਸੱਭਿਆਚਾਰਕ ਮਾਮਲਿਆਂ ਵਿਭਾਗ ਲਈ ਬਜਟ ਵਿੱਚ ਵਾਧਾ ਕਰਨ ਲਈ ਵੀ ਉਨ੍ਹਾਂ ਦਾ ਧੰਨਵਾਦ ਕਰਦਿਆਂ ਕਿਹਾ ਕਿ ਪੰਜਾਬ ਸਰਕਾਰ ਧਾਰਮਿਕ ਸਮਾਗਮਾਂ ਨੂੰ ਉਚਿਤ ਸ਼ਰਧਾ ਨਾਲ ਮਨਾਉਣ ਦੇ ਨਾਲ-ਨਾਲ ਪੰਜਾਬੀਆਂ ਦੀਆਂ ਧਾਰਮਿਕ ਭਾਵਨਾਵਾਂ ਪ੍ਰਤੀ ਵੀ ਪੂਰੀ ਤਰ੍ਹਾਂ ਸੰਵੇਦਨਸ਼ੀਲ ਹੈ। ਪੇਂਡੂ ਵਿਕਾਸ ਨੂੰ ਤਰਜੀਹ ਦੇਣ ਲਈ ਮੁੱਖ ਮੰਤਰੀ ਦਾ ਧੰਨਵਾਦ ਕਰਦਿਆਂ ਸੌਂਦ ਨੇ ਕਿਹਾ ਕਿ ਭਗਵੰਤ ਸਿੰਘ ਮਾਨ ਦੀ ਅਗਵਾਈ ਹੇਠ ਪੰਜਾਬ ਸਰਕਾਰ ਪੇਂਡੂ ਜਨ-ਜੀਵਨ ਨੂੰ ਮਜ਼ਬੂਤ ਕਰਨ, ਪਿੰਡਾਂ ਵਿੱਚ ਬੁਨਿਆਦੀ ਸਹੂਲਤਾਂ ਦਾ ਵਿਸਥਾਰ ਕਰਨ ਅਤੇ ਗ੍ਰਾਮ ਪੰਚਾਇਤਾਂ ਨੂੰ ਆਤਮ-ਨਿਰਭਰ ਬਣਾਉਣ ਲਈ ਵਿੱਤ ਸਰੋਤਾਂ ਦੀ ਉਪਲਬਧਤਾ ਨੂੰ ਯਕੀਨੀ ਬਣਾਉਣ ਲਈ ਦ੍ਰਿੜਤਾ ਨਾਲ ਵਚਨਬੱਧ ਹੈ। ਮੰਤਰੀ ਨੇ ਵਿੱਤੀ ਸਾਲ 2026-27 ਦੌਰਾਨ ਮਹਾਤਮਾ ਗਾਂਧੀ ਰਾਸ਼ਟਰੀ ਪੇਂਡੂ ਰੁਜ਼ਗਾਰ ਗਰੰਟੀ ਐਕਟ ਨੂੰ ਲਾਗੂ ਕਰਨ ਲਈ ਪ੍ਰਸਤਾਵਿਤ 1500 ਕਰੋੜ ਰੁਪਏ ਦੇ ਬਜਟ ਦਾ ਵੀ ਸਵਾਗਤ ਕੀਤਾ। ਉਨ੍ਹਾਂ ਕਿਹਾ ਕਿ ਇਹ ਯੋਜਨਾ ਪੇਂਡੂ ਘਰਾਂ ਨੂੰ ਗਾਰੰਟੀਸ਼ੁਦਾ ਰੁਜ਼ਗਾਰ ਪ੍ਰਦਾਨ ਕਰਨ ਦੇ ਨਾਲ-ਨਾਲ ਰੁਜ਼ਗਾਰ ਪੈਦਾ ਕਰਨ ਅਤੇ ਪਿੰਡਾਂ ਵਿੱਚ ਟਿਕਾਊ ਅਸਾਸਿਆਂ ਦੀ ਸਿਰਜਣਾ ਵਿੱਚ ਅਹਿਮ ਭੂਮਿਕਾ ਨਿਭਾਉਂਦੀ ਹੈ। ਸੌਂਦ ਨੇ ਕਿਹਾ ਕਿ ਮੌਜੂਦਾ ਸਾਲ ਦੌਰਾਨ ਇਸ ਯੋਜਨਾ ਤਹਿਤ ਲਗਭਗ 1100 ਕਰੋੜ ਰੁਪਏ ਪਹਿਲਾਂ ਹੀ ਖਰਚ ਕੀਤੇ ਜਾ ਚੁੱਕੇ ਹਨ, ਜਿਸ ਨਾਲ ਪੇਂਡੂ ਕਾਮਿਆਂ ਲਈ ਲਗਭਗ 223 ਲੱਖ ਦਿਹਾੜੀਆਂ ਦਾ ਰੁਜ਼ਗਾਰ ਦਿੱਤਾ ਗਿਆ। ਉਨ੍ਹਾਂ ਅੱਗੇ ਕਿਹਾ ਕਿ ਰਾਜ ਸਰਕਾਰ ਵੱਲੋਂ ਕੀਤੇ ਗਏ ਢੁਕਵੇਂ ਬਜਟ ਪ੍ਰਬੰਧਾਂ ਨਾਲ ਕੰਮਾਂ ਦੀ ਨਿਰੰਤਰਤਾ, ਹਲਕਾਵਾਂ ਦੀ ਸਮੇਂ ਸਿਰ ਅਦਾਇਗੀ ਅਤੇ ਪੇਂਡੂ ਆਬਾਦੀ ਨੂੰ ਨਿਰੰਤਰ ਉਜਰਤ ਸਹਾਇਤਾ ਯਕੀਨੀ ਬਣਾਈ ਜਾਵੇਗੀ। ਮੰਤਰੀ ਨੇ ਪ੍ਰਧਾਨ ਮੰਤਰੀ ਆਵਾਸ ਯੋਜਨਾ (ਗ੍ਰਾਮੀਣ) ਅਧੀਨ ਪੇਂਡੂ ਰਿਹਾਇਸ਼ ਲਈ ਅਲਾਟਮੈਂਟ ਦਾ ਵੀ ਸਵਾਗਤ ਕੀਤਾ। ਉਨ੍ਹਾਂ ਕਿਹਾ ਕਿ ਪੰਜਾਬ ਸਰਕਾਰ ਨੇ ਇਸ ਯੋਜਨਾ ਨੂੰ ਲਾਗੂ ਕਰਨ ਵਿੱਚ ਵਧੀਆ ਕਾਰਗੁਜ਼ਾਰੀ ਦਿਖਾਈ ਹੈ ਅਤੇ ਮੌਜੂਦਾ ਸਾਲ ਦੌਰਾਨ ਲਗਭਗ 76000 ਪਰਿਵਾਰਾਂ ਨੂੰ ਰਿਹਾਇਸ਼ ਸਹਾਇਤਾ ਦਿੱਤੀ ਗਈ ਹੈ, ਜਿਸ ਵਿੱਚ ਲਗਭਗ 30000 ਹੜ੍ਹ ਪ੍ਰਭਾਵਿਤ ਪਰਿਵਾਰ ਵੀ ਸ਼ਾਮਲ ਹਨ। ਸੌਂਦ ਨੇ ਅੱਗੇ ਕਿਹਾ ਕਿ ਸਰਕਾਰ ਵੱਲੋਂ ਵਿੱਤੀ ਸਾਲ 2026-27 ਦੌਰਾਨ ਪ੍ਰਧਾਨ ਮੰਤਰੀ ਆਵਾਸ ਯੋਜਨਾ (ਗ੍ਰਾਮੀਣ) ਅਧੀਨ ਇੱਕ ਲੱਖ ਹੋਰ ਘਰਾਂ ਦਾ ਪ੍ਰਸਤਾਵ ਹੈ, ਜਿਸ ਲਈ 800 ਕਰੋੜ ਰੁਪਏ ਦੀ ਵਿਵਸਥਾ ਕੀਤੀ ਗਈ ਹੈ। ਇਸ ਉੱਦਮ ਤਹਿਤ ਪਿੰਡਾਂ ਦੇ ਹਜ਼ਾਰਾਂ ਪੇਂਡੂ ਪਰਿਵਾਰਾਂ ਨੂੰ ਪੱਕਾ ਮਕਾਨ ਮੁਹੱਈਆ ਕਰਵਾਏ ਜਾਣਗੇ। ਸੈਰ-ਸਪਾਟਾ ਅਤੇ ਸੱਭਿਆਚਾਰਕ ਮਾਮਲਿਆਂ ਦੇ ਖੇਤਰ ਵਿੱਚ ਕੀਤੇ ਗਏ ਐਲਾਨਾਂ ਦਾ ਸਵਾਗਤ ਕਰਦਿਆਂ ਸੌਂਦ ਨੇ ਕਿਹਾ ਕਿ ਪੰਜਾਬ ਸਰਕਾਰ ਨੇ ਵਿੱਤੀ ਸਾਲ 2026-27 ਦੌਰਾਨ ਸ੍ਰੀ ਗੁਰੂ ਰਵਿਦਾਸ ਜੀ ਦੇ 650ਵੇਂ ਜਨਮ ਦਿਵਸ ਨੂੰ ਰਾਜ ਪੱਧਰੀ ਸਮਾਰੋਹ ਵਜੋਂ ਮਨਾਉਣ ਦਾ ਫੈਸਲਾ ਕੀਤਾ ਹੈ। ਸ਼ਤਾਬਦੀ ਸਮਾਗਮ ਸ੍ਰੀ ਗੁਰੂ ਰਵਿਦਾਸ ਜੀ ਦੀ ਧਾਰਮਿਕ ਫਿਲਾਸਫੀ, ਜੋ ਗੁਰੂ ਰਵਿਦਾਸ ਜੀ ਤੱਕ ਆਬਾਦ ਵਸਣ ਵਾਲਿਆਂ ਲਈ ਹੈ, ਉਥੇ ਹੋਣਗੇ ਅਤੇ ਇਸ ਤੋਂ ਇਲਾਵਾ ਸਮਾਨਤਾ, ਸਦਭਾਵਨਾ, ਸ਼ਰਧਾ 'ਤੇ ਆਧਾਰਤ ਉਨ੍ਹਾਂ ਦੀਆਂ ਸਿੱਖਿਆਵਾਂ ਦੇ ਸਨਮਾਨ ਵਜੋਂ ਸਾਰਾ ਸਾਲ ਸੂਬੇ ਭਰ ਵਿੱਚ ਵੱਖ-ਵੱਖ ਪ੍ਰੋਗਰਾਮ ਕਰਵਾਏ ਜਾਣਗੇ। ਇਨ੍ਹਾਂ ਯਾਦਗਾਰੀ ਸਮਾਗਮਾਂ ਲਈ 100 ਕਰੋੜ ਰੁਪਏ ਰਾਖਵੇਂ ਰੱਖੇ ਗਏ ਹਨ। ਮੰਤਰੀ ਨੇ ਪੰਜਾਬ ਸਰਕਾਰ ਦੇ ਮੁੱਖ ਮੰਤਰੀ ਤੀਰਥ ਯਾਤਰਾ ਯੋਜਨਾ ਦੇ ਉਪਰਾਲੇ ਦੀ ਵੀ ਸ਼ਲਾਘਾ ਕੀਤੀ ਜਿਸਦਾ ਉਦੇਸ਼ ਪੰਜਾਬ ਦੇ ਲੋਕਾਂ, ਖਾਸ ਕਰਕੇ ਬਜ਼ੁਰਗਾਂ ਅਤੇ ਆਰਥਿਕ ਤੌਰ 'ਤੇ ਕਮਜ਼ੋਰ ਵਰਗਾਂ ਦੀਆਂ ਧਾਰਮਿਕ ਭਾਵਨਾਵਾਂ ਨੂੰ ਪੂਰਾ ਕਰਨਾ ਹੈ। ਇਸ ਯੋਜਨਾ ਤਹਿਤ ਸ੍ਰੀ ਹਰਿਮੰਦਰ ਸਾਹਿਬ ਅਤੇ ਸ੍ਰੀ ਅਨੰਦਪੁਰ ਸਾਹਿਬ ਸਮੇਤ ਪ੍ਰਮੁੱਖ ਧਾਰਮਿਕ ਸਥਾਨਾਂ ਲਈ ਮੁਫ਼ਤ ਅਤੇ ਪੂਰੀ ਤਰ੍ਹਾਂ ਸਹਾਇਤਾ ਪ੍ਰਾਪਤ ਤੀਰਥ ਯਾਤਰਾਵਾਂ ਦਾ ਪ੍ਰਬੰਧ ਕੀਤਾ ਜਾ ਰਿਹਾ ਹੈ। ਵਿੱਤੀ ਸਾਲ 2026-27 ਦੌਰਾਨ ਲਗਭਗ 7.15 ਲੱਖ ਨਾਗਰਿਕਾਂ ਲਈ ਤੀਰਥ ਯਾਤਰਾਵਾਂ ਦੀ ਸਹੂਲਤ ਲਈ 312 ਕਰੋੜ ਰੁਪਏ ਦਾ ਉਪਬੰਧ ਕੀਤਾ ਗਿਆ ਹੈ।	[755, 229, 905, 1427]
